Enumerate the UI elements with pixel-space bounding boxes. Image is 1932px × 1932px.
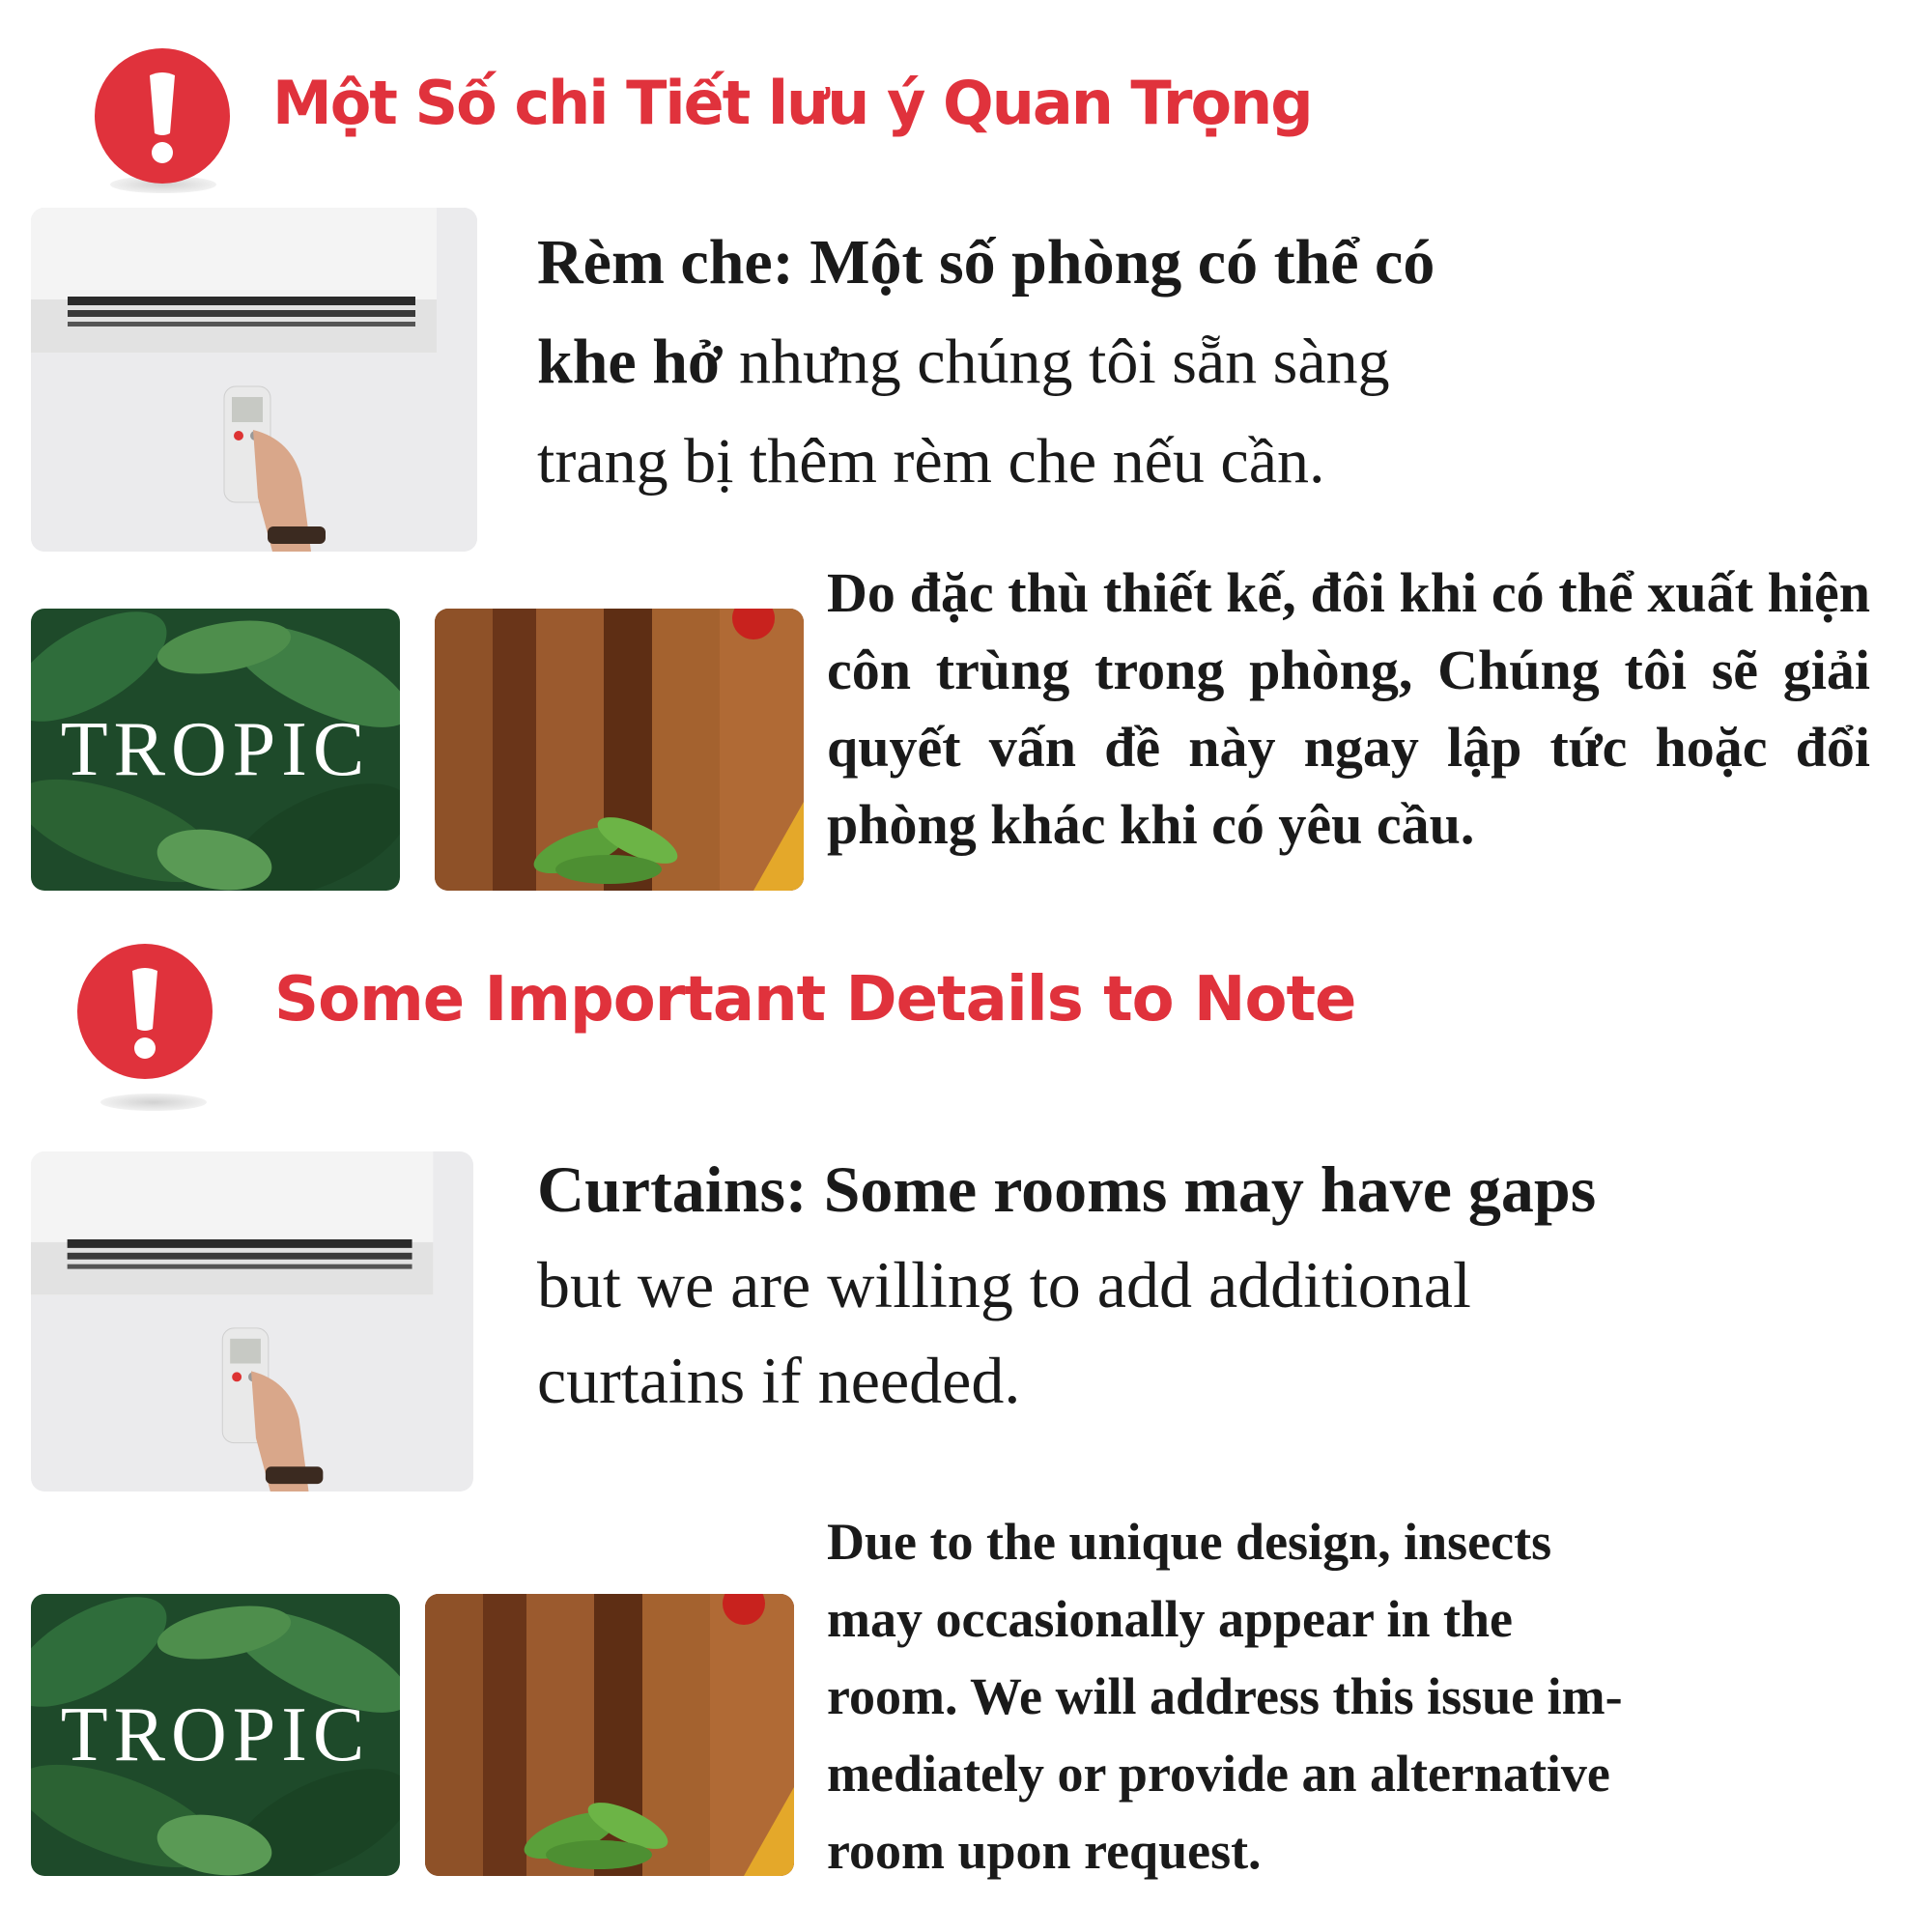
insect-note-english	[827, 1503, 1909, 1889]
curtain-line-2: khe hở nhưng chúng tôi sẵn sàng	[537, 327, 1390, 397]
curtain-note-vietnamese	[537, 213, 1889, 511]
exclamation-icon	[75, 942, 214, 1081]
curtain-note-english	[537, 1142, 1909, 1429]
tropic-leaves-photo	[31, 1594, 400, 1876]
insect-note-vietnamese: Do đặc thù thiết kế, đôi khi có thể xuất hiện côn trùng trong phòng, Chúng tôi sẽ giải quyết vấn đề này ngay lập tức hoặc đổi phòng khác khi có yêu cầu.	[827, 561, 1870, 856]
tropic-label: TROPIC	[60, 1692, 371, 1777]
air-conditioner-photo	[31, 208, 477, 552]
curtain-line-3: trang bị thêm rèm che nếu cần.	[537, 426, 1325, 497]
section-heading-vietnamese: Một Số chi Tiết lưu ý Quan Trọng	[272, 68, 1312, 138]
curtain-line-3: curtains if needed.	[537, 1344, 1021, 1417]
air-conditioner-photo	[31, 1151, 473, 1492]
exclamation-icon	[93, 46, 232, 185]
tropic-leaves-photo	[31, 609, 400, 891]
tropic-label: TROPIC	[60, 707, 371, 792]
curtain-line-2: but we are willing to add additional	[537, 1248, 1471, 1321]
insect-line: mediately or provide an alternative	[827, 1745, 1610, 1803]
insect-line: Due to the unique design, insects	[827, 1513, 1552, 1571]
insect-line: may occasionally appear in the	[827, 1590, 1514, 1648]
wood-wall-plant-photo	[425, 1594, 794, 1876]
curtain-line-1: Curtains: Some rooms may have gaps	[537, 1152, 1597, 1226]
curtain-line-1: Rèm che: Một số phòng có thể có	[537, 227, 1435, 298]
wood-wall-plant-photo	[435, 609, 804, 891]
insect-line: room upon request.	[827, 1822, 1262, 1880]
warning-icon-shadow	[100, 1094, 207, 1111]
insect-line: room. We will address this issue im-	[827, 1667, 1623, 1725]
section-heading-english: Some Important Details to Note	[274, 964, 1356, 1036]
